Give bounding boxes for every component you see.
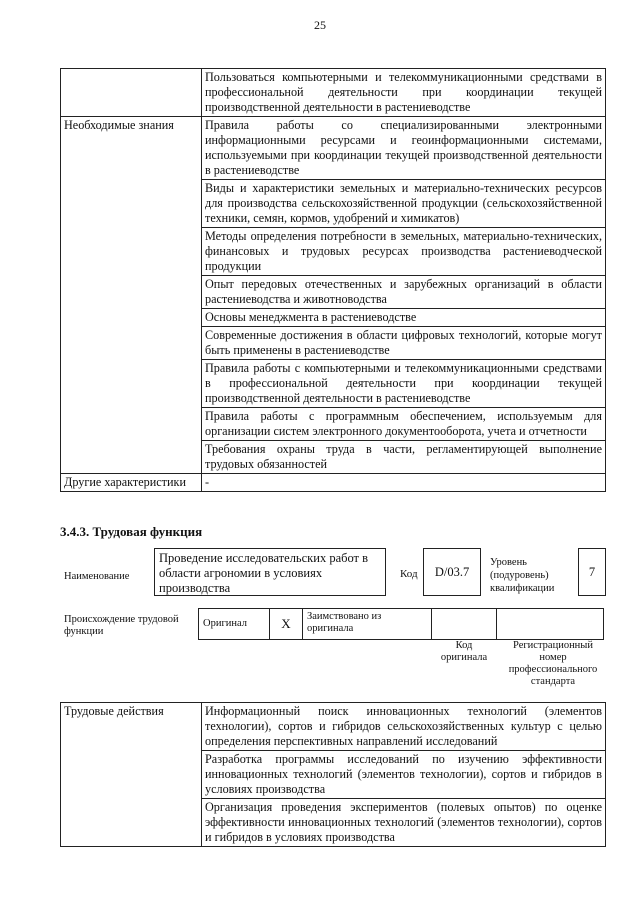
action-item: Организация проведения экспериментов (полевых опытов) по оценке эффективности инновационных технологий (элементов технологии), сортов и гибридов в условиях производства bbox=[202, 799, 606, 847]
function-name-box: Проведение исследовательских работ в области агрономии в условиях производства bbox=[154, 548, 386, 596]
other-label: Другие характеристики bbox=[61, 474, 202, 492]
knowledge-item: Требования охраны труда в части, регламентирующей выполнение трудовых обязанностей bbox=[202, 441, 606, 474]
level-label: Уровень (подуровень) квалификации bbox=[490, 557, 555, 594]
page-number: 25 bbox=[314, 18, 326, 32]
knowledge-item: Основы менеджмента в растениеводстве bbox=[202, 309, 606, 327]
table-row bbox=[61, 703, 606, 751]
table-row bbox=[61, 69, 606, 117]
action-item: Информационный поиск инновационных технологий (элементов технологии), сортов и гибридов сельскохозяйственных культур с целью определения перспективных направлений исследований bbox=[202, 703, 606, 751]
actions-label: Трудовые действия bbox=[61, 703, 202, 847]
table-row bbox=[61, 474, 606, 492]
code-original-label: Код оригинала bbox=[440, 640, 488, 663]
knowledge-item: Виды и характеристики земельных и материально-технических ресурсов для производства сельскохозяйственной продукции (сельскохозяйственной техники, семян, кормов, удобрений и химикатов) bbox=[202, 180, 606, 228]
origin-label: Происхождение трудовой функции bbox=[64, 614, 179, 637]
actions-table bbox=[60, 702, 606, 847]
code-label: Код bbox=[400, 568, 418, 580]
knowledge-item: Современные достижения в области цифровых технологий, которые могут быть применены в растениеводстве bbox=[202, 327, 606, 360]
table-row bbox=[61, 117, 606, 180]
reg-number-cell bbox=[497, 609, 604, 640]
original-mark: X bbox=[270, 609, 303, 640]
knowledge-item: Опыт передовых отечественных и зарубежных организаций в области растениеводства и животноводства bbox=[202, 276, 606, 309]
section-heading: 3.4.3. Трудовая функция bbox=[60, 524, 203, 539]
borrowed-label: Заимствовано из оригинала bbox=[303, 609, 432, 640]
knowledge-item: Методы определения потребности в земельных, материально-технических, финансовых и трудовых ресурсах производства растениеводческой продукции bbox=[202, 228, 606, 276]
knowledge-table bbox=[60, 68, 606, 492]
name-label: Наименование bbox=[64, 571, 130, 582]
other-value: - bbox=[202, 474, 606, 492]
original-label: Оригинал bbox=[199, 609, 270, 640]
code-original-cell bbox=[432, 609, 497, 640]
knowledge-item: Правила работы с программным обеспечением, используемым для организации систем электронного документооборота, учета и отчетности bbox=[202, 408, 606, 441]
table-cell bbox=[61, 69, 202, 117]
table-row bbox=[199, 609, 604, 640]
knowledge-item: Правила работы с компьютерными и телекоммуникационными средствами в профессиональной деятельности при координации текущей производственной деятельности в растениеводстве bbox=[202, 360, 606, 408]
reg-number-label: Регистрационный номер профессионального стандарта bbox=[508, 640, 598, 687]
code-value-box: D/03.7 bbox=[423, 548, 481, 596]
level-value-box: 7 bbox=[578, 548, 606, 596]
origin-table bbox=[198, 608, 604, 640]
action-item: Разработка программы исследований по изучению эффективности инновационных технологий (элементов технологии), сортов и гибридов в условиях производства bbox=[202, 751, 606, 799]
knowledge-label: Необходимые знания bbox=[61, 117, 202, 474]
skill-cell: Пользоваться компьютерными и телекоммуникационными средствами в профессиональной деятельности при координации текущей производственной деятельности в растениеводстве bbox=[202, 69, 606, 117]
knowledge-item: Правила работы со специализированными электронными информационными ресурсами и геоинформационными системами, используемыми при координации текущей производственной деятельности в растениеводстве bbox=[202, 117, 606, 180]
